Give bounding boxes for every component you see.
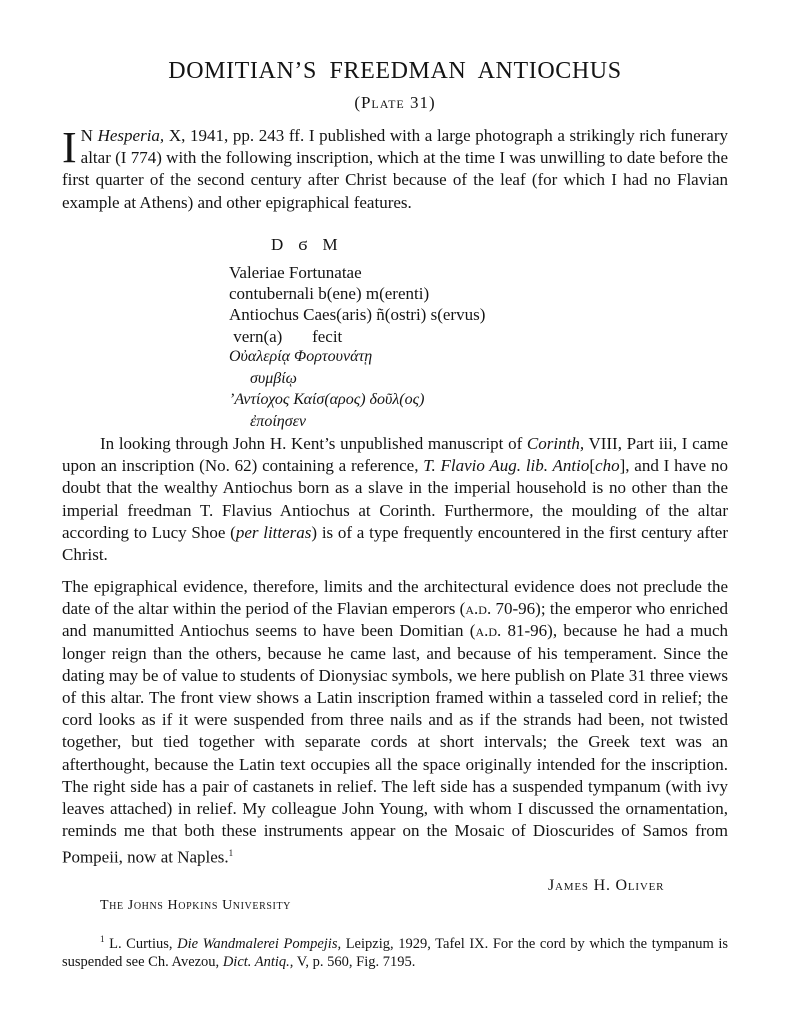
- p3-text-2: 70-96); the emperor who enriched and manumitted Antiochus seems to have been Domitian (: [62, 599, 729, 641]
- heading-m: M: [322, 235, 339, 254]
- intro-text-1: N: [80, 126, 98, 145]
- fn-text-1: L. Curtius,: [104, 935, 178, 952]
- footnote-reference[interactable]: 1: [228, 848, 234, 859]
- journal-name: Hesperia,: [97, 126, 165, 145]
- latin-line-1: Valeriae Fortunatae: [229, 263, 362, 282]
- fn-italic-1: Die Wandmalerei Pompejis,: [177, 935, 342, 952]
- greek-line-1: Οὐαλερίᾳ Φορτουνάτῃ: [229, 348, 373, 365]
- p2-text-3: [: [589, 456, 596, 476]
- p3-text-1: The epigraphical evidence, therefore, limits and the architectural evidence does not preclude the date of the altar within the period of the Flavian emperors (: [62, 577, 728, 619]
- p2-text-2: VIII, Part iii, I came upon an inscription (No. 62) containing a reference,: [62, 434, 728, 476]
- hedera-leaf-icon: ϭ: [298, 234, 309, 254]
- fn-text-2: Leipzig, 1929, Tafel IX. For the cord by which the tympanum is suspended see Ch. Avezou,: [62, 935, 728, 970]
- heading-d: D: [271, 235, 285, 254]
- intro-text-2: X, 1941, pp. 243 ff. I published with a large photograph a strikingly rich funerary altar (I 774) with the following inscription, which at the time I was unwilling to date before the first quarter of the second century after Christ because of the leaf (for which I had no Flavian example at Athens) and other epigraphical features.: [62, 126, 728, 212]
- corinth-paragraph: [62, 433, 728, 566]
- drop-cap: I: [62, 123, 77, 172]
- p2-text-1: In looking through John H. Kent’s unpublished manuscript of: [100, 434, 527, 453]
- p2-text-5: ) is of a type frequently encountered in the first century after Christ.: [62, 522, 728, 565]
- latin-line-4: vern(a) fecit: [229, 327, 343, 346]
- greek-line-2: συμβίῳ: [250, 370, 297, 387]
- fn-italic-2: Dict. Antiq.,: [222, 953, 294, 970]
- greek-line-4: ἐποίησεν: [250, 413, 306, 430]
- p3-ad-1: a.d.: [465, 599, 492, 619]
- fn-text-3: V, p. 560, Fig. 7195.: [293, 953, 416, 970]
- latin-line-2: contubernali b(ene) m(erenti): [229, 284, 430, 303]
- inscription-heading: [271, 234, 339, 255]
- p2-italic-4: per litteras: [235, 522, 312, 542]
- p3-ad-2: a.d.: [475, 621, 502, 641]
- footnote-mark: 1: [100, 934, 105, 944]
- p2-italic-1: Corinth,: [526, 434, 585, 453]
- plate-reference: (Plate 31): [354, 93, 436, 112]
- p3-text-3: 81-96), because he had a much longer reign than the others, because he came last, and because of his temperament. Since the dating may be of value to students of Dionysiac symbols, we here publish on Plate 31 three views of this altar. The front view shows a Latin inscription framed within a tasseled cord in relief; the cord looks as if it were suspended from three nails and as if the strands had been, not twisted together, but tied together with separate cords at short intervals; the Greek text was an afterthought, because the Latin text occupies all the space originally intended for the inscription. The right side has a pair of castanets in relief. The left side has a suspended tympanum (with ivy leaves attached) in relief. My colleague John Young, with whom I discussed the ornamentation, reminds me that both these instruments appear on the Mosaic of Dioscurides of Samos from Pompeii, now at Naples.: [62, 621, 728, 868]
- p2-italic-3: cho: [595, 456, 620, 476]
- author-affiliation: The Johns Hopkins University: [100, 898, 291, 913]
- intro-paragraph: [62, 125, 728, 214]
- greek-line-3: ’Αντίοχος Καίσ(αρος) δοῦλ(ος): [229, 391, 425, 408]
- dating-paragraph: [62, 576, 728, 869]
- latin-line-3: Antiochus Caes(aris) ñ(ostri) s(ervus): [229, 305, 486, 324]
- p2-italic-2: T. Flavio Aug. lib. Antio: [423, 456, 590, 476]
- author-signature: James H. Oliver: [548, 877, 665, 894]
- p2-text-4: ], and I have no doubt that the wealthy Antiochus born as a slave in the imperial household is no other than the imperial freedman T. Flavius Antiochus at Corinth. Furthermore, the moulding of the altar according to Lucy Shoe (: [62, 456, 728, 542]
- footnote: [62, 930, 728, 971]
- article-title: DOMITIAN’S FREEDMAN ANTIOCHUS: [168, 58, 622, 84]
